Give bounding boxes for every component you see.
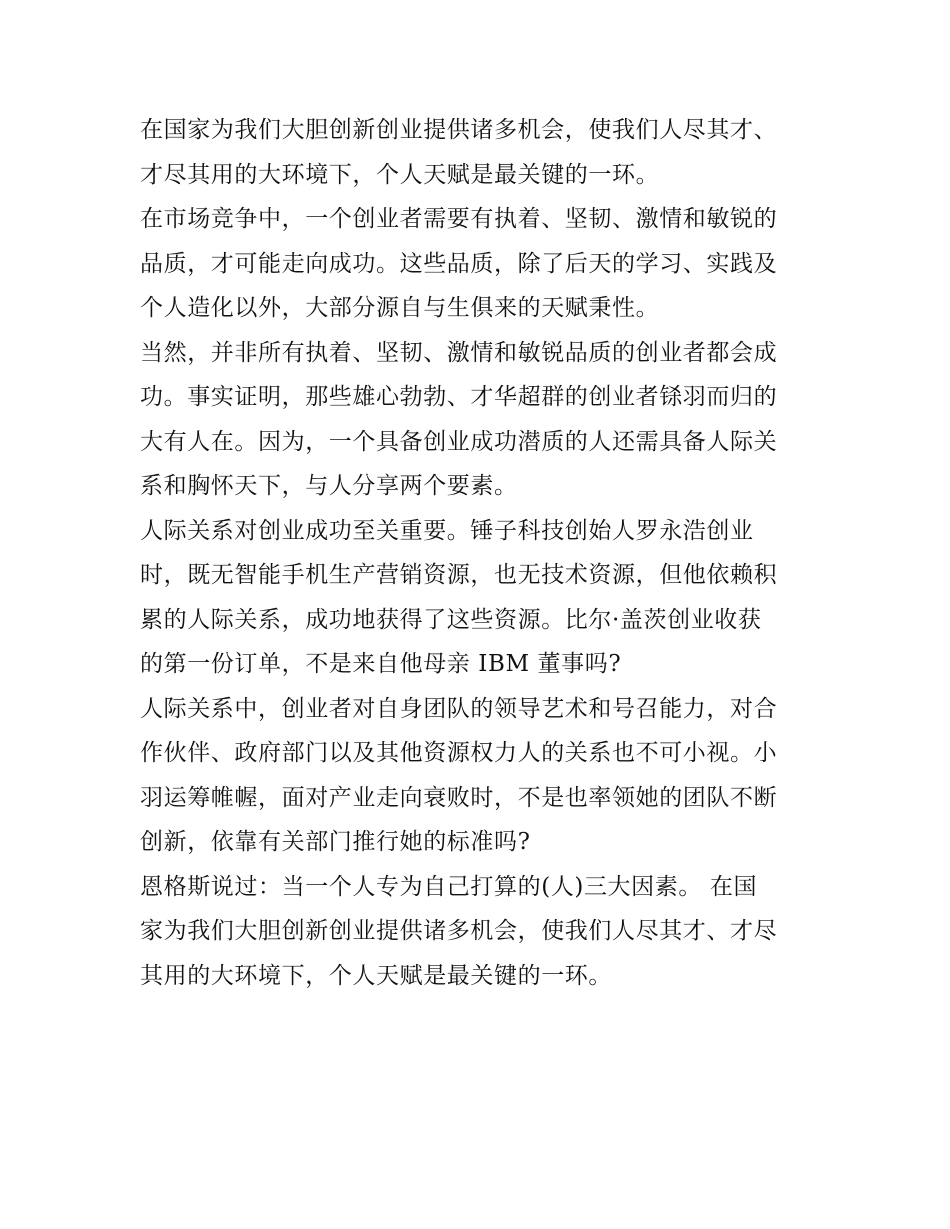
text-line: 功。事实证明，那些雄心勃勃、才华超群的创业者铩羽而归的	[140, 384, 778, 410]
paragraph-1	[140, 108, 820, 197]
text-line: 其用的大环境下，个人天赋是最关键的一环。	[140, 962, 612, 989]
text-line: 才尽其用的大环境下，个人天赋是最关键的一环。	[140, 161, 660, 188]
text-line: 累的人际关系，成功地获得了这些资源。比尔·盖茨创业收获	[140, 606, 762, 633]
text-line: 个人造化以外，大部分源自与生俱来的天赋秉性。	[140, 295, 660, 321]
paragraph-4	[140, 509, 820, 687]
text-line: 人际关系中，创业者对自身团队的领导艺术和号召能力，对合	[140, 695, 778, 722]
text-line: 当然，并非所有执着、坚韧、激情和敏锐品质的创业者都会成	[140, 339, 778, 366]
text-line: 羽运筹帷幄，面对产业走向衰败时，不是也率领她的团队不断	[140, 784, 778, 811]
paragraph-2	[140, 197, 820, 331]
text-line: 创新，依靠有关部门推行她的标准吗?	[140, 829, 531, 855]
paragraph-5	[140, 687, 820, 865]
text-line: 系和胸怀天下，与人分享两个要素。	[140, 473, 518, 499]
text-line: 家为我们大胆创新创业提供诸多机会，使我们人尽其才、才尽	[140, 918, 778, 944]
text-line: 在国家为我们大胆创新创业提供诸多机会，使我们人尽其才、	[140, 117, 778, 143]
text-line: 人际关系对创业成功至关重要。锤子科技创始人罗永浩创业	[140, 517, 754, 544]
text-line: 恩格斯说过：当一个人专为自己打算的(人)三大因素。 在国	[140, 873, 758, 900]
text-line: 品质，才可能走向成功。这些品质，除了后天的学习、实践及	[140, 250, 778, 277]
paragraph-6	[140, 865, 820, 999]
document-body	[140, 108, 820, 998]
text-line: 大有人在。因为，一个具备创业成功潜质的人还需具备人际关	[140, 428, 778, 455]
text-line: 作伙伴、政府部门以及其他资源权力人的关系也不可小视。小	[140, 740, 778, 766]
paragraph-3	[140, 331, 820, 509]
text-line: 时，既无智能手机生产营销资源，也无技术资源，但他依赖积	[140, 562, 778, 588]
text-line: 的第一份订单，不是来自他母亲 IBM 董事吗?	[140, 651, 622, 677]
text-line: 在市场竞争中，一个创业者需要有执着、坚韧、激情和敏锐的	[140, 206, 778, 232]
